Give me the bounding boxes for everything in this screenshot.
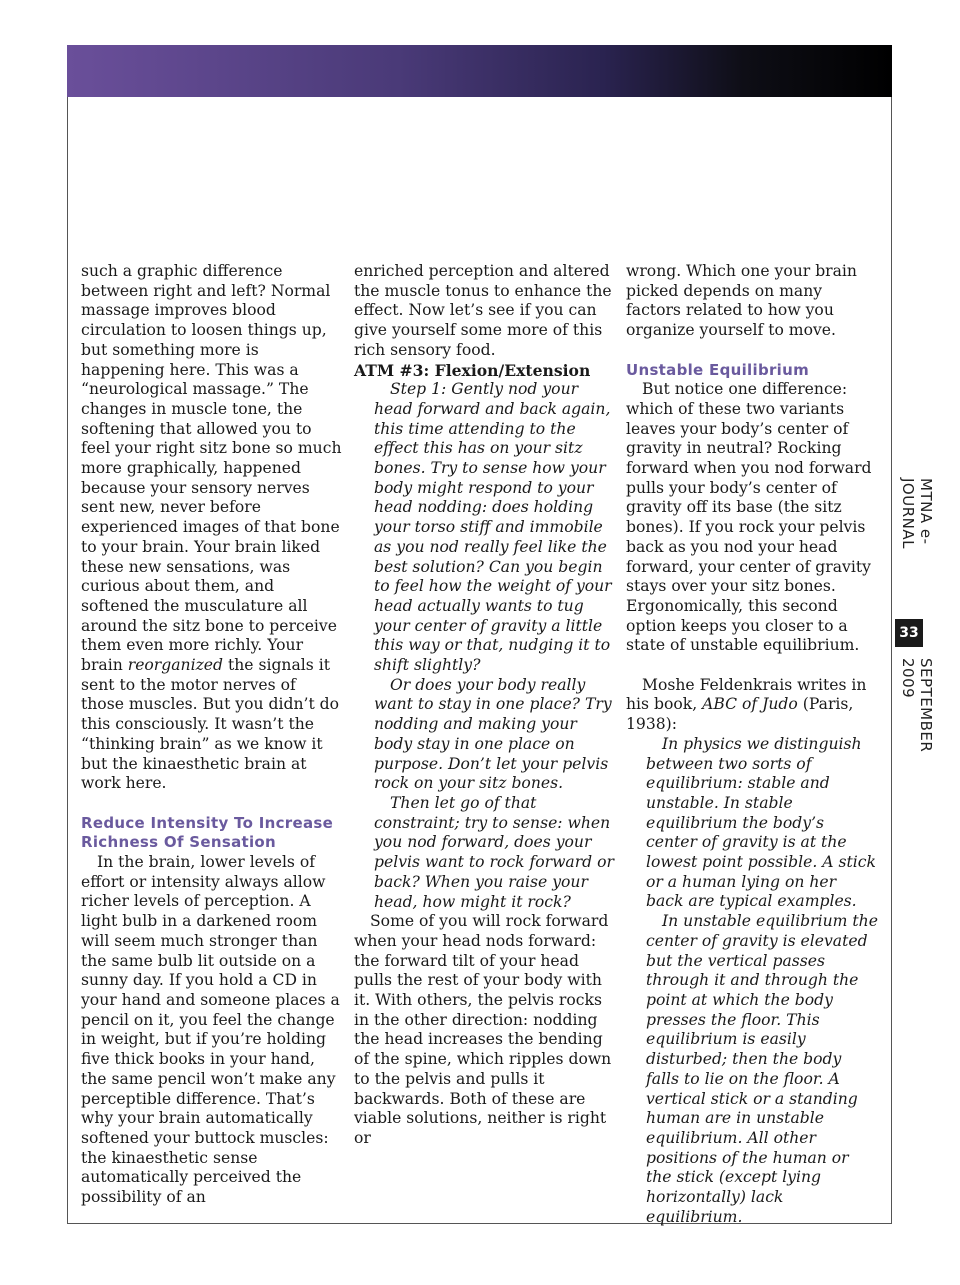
page-number: 33 (895, 619, 923, 647)
quote-paragraph: In physics we distinguish between two sorts of equilibrium: stable and unstable. In stable equilibrium the body’s center of gravity is at the lowest point possible. A stick or a human lying on her back are typical examples. (646, 734, 876, 911)
emphasis: reorganized (127, 656, 223, 675)
section-heading: Unstable Equilibrium (626, 360, 810, 379)
book-title: ABC of Judo (702, 695, 798, 714)
body-paragraph: wrong. Which one your brain picked depends on many factors related to how you organize yourself to move. (626, 262, 857, 340)
body-paragraph: enriched perception and altered the muscle tonus to enhance the effect. Now let’s see if you can give yourself some more of this rich sensory food. (354, 262, 612, 359)
column-2 (354, 262, 616, 1149)
section-heading: Reduce Intensity To Increase Richness Of Sensation (81, 813, 334, 852)
body-paragraph: Some of you will rock forward when your head nods forward: the forward tilt of your head pulls the rest of your body with it. With others, the pelvis rocks in the other direction: nodding the head increases the bending of the spine, which ripples down to the pelvis and pulls it backwards. Both of these are viable solutions, neither is right or (354, 912, 612, 1147)
column-1 (81, 262, 343, 1208)
exercise-step: Step 1: Gently nod your head forward and back again, this time attending to the effect this has on your sitz bones. Try to sense how your body might respond to your head nodding: does holding your torso stiff and immobile as you nod really feel like the best solution? Can you begin to feel how the weight of your head actually wants to tug your center of gravity a little this way or that, nudging it to shift slightly? (374, 380, 612, 675)
column-3 (626, 262, 878, 1227)
journal-name: MTNA e-JOURNAL (899, 478, 935, 549)
body-paragraph: such a graphic difference between right and left? Normal massage improves blood circulation to loosen things up, but something more is happening here. This was a “neurological massage.” The changes in muscle tone, the softening that allowed you to feel your right sitz bone so much more graphically, happened because your sensory nerves sent new, never before experienced images of that bone to your brain. Your brain liked these new sensations, was curious about them, and softened the musculature all around the sitz bone to perceive them even more richly. Your brain reorganized the signals it sent to the motor nerves of those muscles. But you didn’t do this consciously. It wasn’t the “thinking brain” as we know it but the kinaesthetic brain at work here. (81, 262, 342, 793)
exercise-step: Then let go of that constraint; try to sense: when you nod forward, does your pelvis want to rock forward or back? When you raise your head, how might it rock? (374, 793, 614, 911)
header-bar (67, 45, 892, 97)
issue-date: SEPTEMBER 2009 (899, 658, 935, 753)
body-paragraph: But notice one difference: which of these two variants leaves your body’s center of gravity in neutral? Rocking forward when you nod forward pulls your body’s center of gravity off its base (the sitz bones). If you rock your pelvis back as you nod your head forward, your center of gravity stays over your sitz bones. Ergonomically, this second option keeps you closer to a state of unstable equilibrium. (626, 380, 872, 655)
body-paragraph: Moshe Feldenkrais writes in his book, ABC of Judo (Paris, 1938): (626, 675, 867, 734)
exercise-step: Or does your body really want to stay in one place? Try nodding and making your body stay in one place on purpose. Don’t let your pelvis rock on your sitz bones. (374, 675, 612, 793)
exercise-heading: ATM #3: Flexion/Extension (354, 360, 591, 380)
quote-paragraph: In unstable equilibrium the center of gravity is elevated but the vertical passes through it and through the point at which the body presses the floor. This equilibrium is easily disturbed; then the body falls to lie on the floor. A vertical stick or a standing human are in unstable equilibrium. All other positions of the human or the stick (except lying horizontally) lack equilibrium. (646, 912, 878, 1226)
body-paragraph: In the brain, lower levels of effort or intensity always allow richer levels of perception. A light bulb in a darkened room will seem much stronger than the same bulb lit outside on a sunny day. If you hold a CD in your hand and someone places a pencil on it, you feel the change in weight, but if you’re holding five thick books in your hand, the same pencil won’t make any perceptible difference. That’s why your brain automatically softened your buttock muscles: the kinaesthetic sense automatically perceived the possibility of an (81, 853, 340, 1207)
